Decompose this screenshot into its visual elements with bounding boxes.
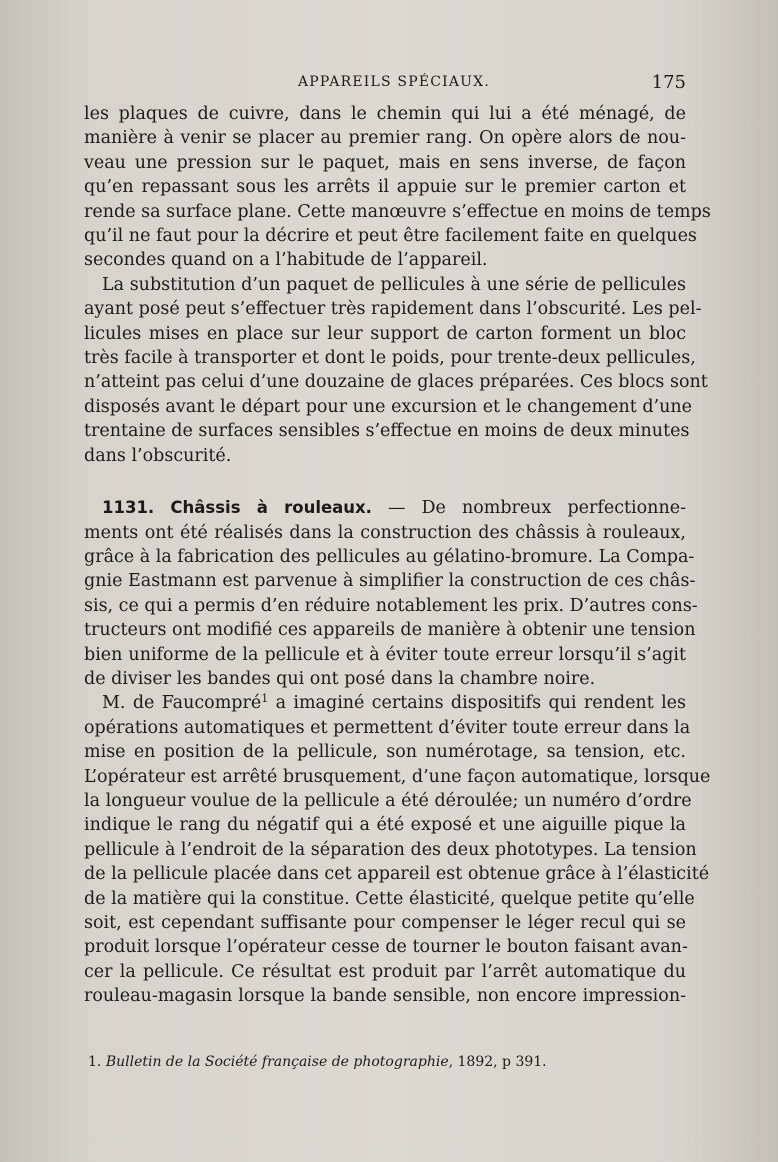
text-line: ments ont été réalisés dans la construction des châssis à rouleaux, xyxy=(84,522,686,543)
text-line: L’opérateur est arrêté brusquement, d’une façon automatique, lorsque xyxy=(84,766,711,787)
text-line: La substitution d’un paquet de pellicules à une série de pellicules xyxy=(102,274,686,295)
text-line: rouleau-magasin lorsque la bande sensible, non encore impression- xyxy=(84,986,686,1007)
text-line: cer la pellicule. Ce résultat est produit par l’arrêt automatique du xyxy=(84,961,686,982)
text-line: rende sa surface plane. Cette manœuvre s’effectue en moins de temps xyxy=(84,201,711,222)
footnote xyxy=(88,1054,688,1070)
text-line: soit, est cependant suffisante pour compenser le léger recul qui se xyxy=(84,913,686,933)
text-line: dans l’obscurité. xyxy=(84,445,232,466)
text-line: bien uniforme de la pellicule et à éviter toute erreur lorsqu’il s’agit xyxy=(84,644,686,665)
text-line: très facile à transporter et dont le poids, pour trente-deux pellicules, xyxy=(84,348,696,369)
text-line: mise en position de la pellicule, son numérotage, sa tension, etc. xyxy=(84,742,686,763)
footnote-title: Bulletin de la Société française de photographie xyxy=(105,1054,449,1070)
text-line: tructeurs ont modifié ces appareils de manière à obtenir une tension xyxy=(84,620,696,641)
section-heading-rest: — De nombreux perfectionne- xyxy=(371,498,686,519)
text-line: les plaques de cuivre, dans le chemin qui lui a été ménagé, de xyxy=(84,104,686,124)
text-line: grâce à la fabrication des pellicules au gélatino-bromure. La Compa- xyxy=(84,546,695,567)
text-line: licules mises en place sur leur support de carton forment un bloc xyxy=(84,323,686,344)
text-line: trentaine de surfaces sensibles s’effectue en moins de deux minutes xyxy=(84,421,690,442)
footnote-reference: 1 xyxy=(261,692,269,706)
section-heading: 1131. Châssis à rouleaux. xyxy=(102,498,372,518)
text-line: indique le rang du négatif qui a été exposé et une aiguille pique la xyxy=(84,815,686,836)
text-line: disposés avant le départ pour une excursion et le changement d’une xyxy=(84,396,692,417)
text-line: qu’il ne faut pour la décrire et peut être facilement faite en quelques xyxy=(84,226,697,247)
text-line: qu’en repassant sous les arrêts il appuie sur le premier carton et xyxy=(84,177,686,198)
text-line: de la matière qui la constitue. Cette élasticité, quelque petite qu’elle xyxy=(84,888,695,909)
text-line: ayant posé peut s’effectuer très rapidement dans l’obscurité. Les pel- xyxy=(84,299,702,320)
body-text xyxy=(84,102,711,1009)
text-line: secondes quand on a l’habitude de l’appareil. xyxy=(84,250,488,271)
text-line: sis, ce qui a permis d’en réduire notablement les prix. D’autres cons- xyxy=(84,595,698,616)
text-line: de diviser les bandes qui ont posé dans la chambre noire. xyxy=(84,668,596,689)
paragraph-substitution xyxy=(84,273,708,468)
text-line: veau une pression sur le paquet, mais en sens inverse, de façon xyxy=(84,152,686,173)
section-heading-line xyxy=(84,496,686,520)
text-line: manière à venir se placer au premier rang. On opère alors de nou- xyxy=(84,128,686,149)
text-line: pellicule à l’endroit de la séparation des deux phototypes. La tension xyxy=(84,839,697,860)
footnote-details: , 1892, p 391. xyxy=(448,1054,547,1070)
text-line: gnie Eastmann est parvenue à simplifier la construction de ces châs- xyxy=(84,571,696,592)
text-line: la longueur voulue de la pellicule a été déroulée; un numéro d’ordre xyxy=(84,790,692,811)
text-line: produit lorsque l’opérateur cesse de tourner le bouton faisant avan- xyxy=(84,937,688,958)
author-name: M. de Faucompré xyxy=(102,693,262,714)
text-line: de la pellicule placée dans cet appareil est obtenue grâce à l’élasticité xyxy=(84,864,710,885)
footnote-number: 1. xyxy=(88,1054,102,1070)
text-line: n’atteint pas celui d’une douzaine de glaces préparées. Ces blocs sont xyxy=(84,372,708,393)
section-chassis-a-rouleaux xyxy=(84,496,698,691)
running-title: APPAREILS SPÉCIAUX. xyxy=(298,74,491,90)
paragraph-faucompre xyxy=(84,691,711,1008)
text-span: a imaginé certains dispositifs qui rendent les xyxy=(268,693,686,714)
text-line xyxy=(84,691,686,715)
text-line: opérations automatiques et permettent d’éviter toute erreur dans la xyxy=(84,717,691,738)
page-header xyxy=(84,72,686,96)
page-number: 175 xyxy=(651,72,686,93)
paragraph-continued xyxy=(84,102,711,273)
